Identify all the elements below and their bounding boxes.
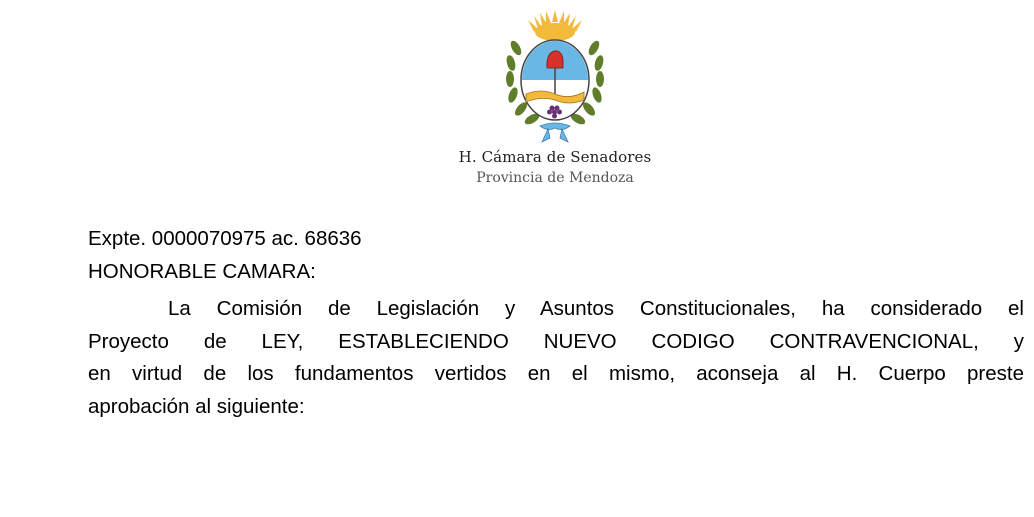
expediente-line: Expte. 0000070975 ac. 68636 <box>88 227 362 250</box>
salutation <box>88 256 1024 289</box>
salutation-line: HONORABLE CAMARA: <box>88 260 316 283</box>
mendoza-coat-of-arms-icon <box>496 8 614 146</box>
document-header <box>0 8 1034 146</box>
paragraph-line: en virtud de los fundamentos vertidos en el mismo, aconseja al H. Cuerpo preste <box>88 362 1024 385</box>
commission-paragraph <box>88 293 1024 423</box>
paragraph-line: La Comisión de Legislación y Asuntos Constitucionales, ha considerado el <box>168 297 1024 320</box>
paragraph-line: aprobación al siguiente: <box>88 394 305 418</box>
province-name: Provincia de Mendoza <box>476 170 634 186</box>
paragraph-line: Proyecto de LEY, ESTABLECIENDO NUEVO CODIGO CONTRAVENCIONAL, y <box>88 329 1024 353</box>
expediente-number <box>88 223 1024 256</box>
chamber-name: H. Cámara de Senadores <box>458 148 652 166</box>
